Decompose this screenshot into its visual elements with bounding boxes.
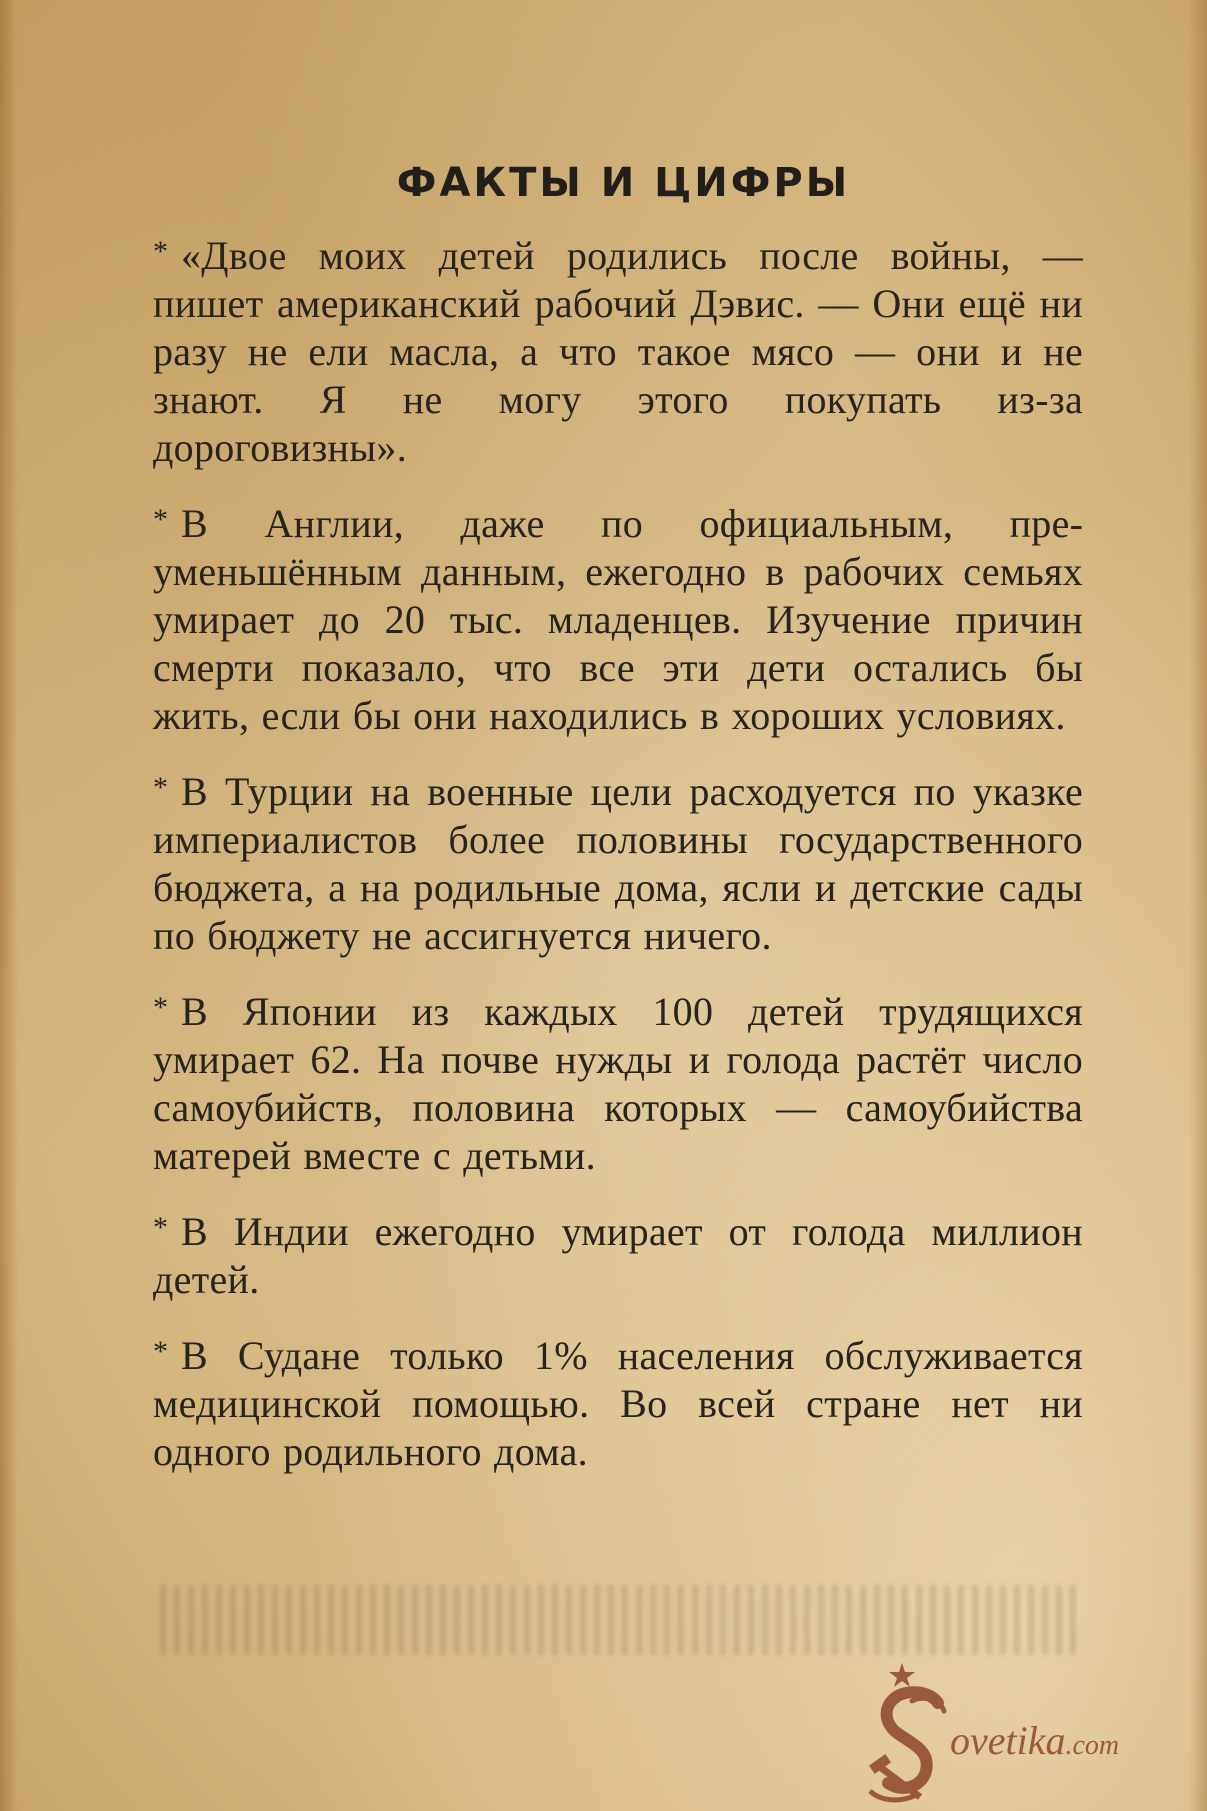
fact-item-japan	[153, 988, 1083, 1180]
page-title: ФАКТЫ И ЦИФРЫ	[396, 160, 851, 206]
asterisk-bullet-icon: *	[153, 1211, 169, 1244]
fact-text: В Турции на военные цели расходуется по указке империалистов более половины государственного бюджета, а на родильные дома, ясли и детские сады по бюджету не ассигнуется ничего.	[153, 769, 1083, 958]
watermark-text: ovetika.com	[950, 1718, 1120, 1763]
facts-list	[153, 232, 1083, 1504]
fact-item-india	[153, 1208, 1083, 1304]
fact-text: «Двое моих детей родились после войны, — пишет американский рабочий Дэвис. — Они ещё ни разу не ели масла, а что такое мясо — они и не знают. Я не могу этого покупать из-за дороговизны».	[153, 233, 1083, 470]
asterisk-bullet-icon: *	[153, 771, 169, 804]
fact-item-england	[153, 500, 1083, 740]
bleed-through-text	[160, 1585, 1080, 1655]
page-edge-shadow-left	[0, 0, 18, 1811]
fact-item-usa	[153, 232, 1083, 472]
fact-text: В Судане только 1% населения обслуживается медицинской помощью. Во всей стране нет ни одного родильного дома.	[153, 1333, 1083, 1474]
page-edge-shadow-right	[1189, 0, 1207, 1811]
fact-text: В Индии ежегодно умирает от голода миллион детей.	[153, 1209, 1083, 1302]
asterisk-bullet-icon: *	[153, 991, 169, 1024]
asterisk-bullet-icon: *	[153, 1335, 169, 1368]
asterisk-bullet-icon: *	[153, 503, 169, 536]
sovetika-watermark	[860, 1655, 1200, 1805]
asterisk-bullet-icon: *	[153, 235, 169, 268]
fact-text: В Японии из каждых 100 детей трудящихся умирает 62. На почве нужды и голода растёт число самоубийств, половина которых — самоубийства матерей вместе с детьми.	[153, 989, 1083, 1178]
fact-item-turkey	[153, 768, 1083, 960]
fact-text: В Англии, даже по официальным, преуменьшённым данным, ежегодно в рабочих семьях умирает до 20 тыс. младенцев. Изучение причин смерти показало, что все эти дети остались бы жить, если бы они находились в хороших условиях.	[153, 501, 1083, 738]
fact-item-sudan	[153, 1332, 1083, 1476]
